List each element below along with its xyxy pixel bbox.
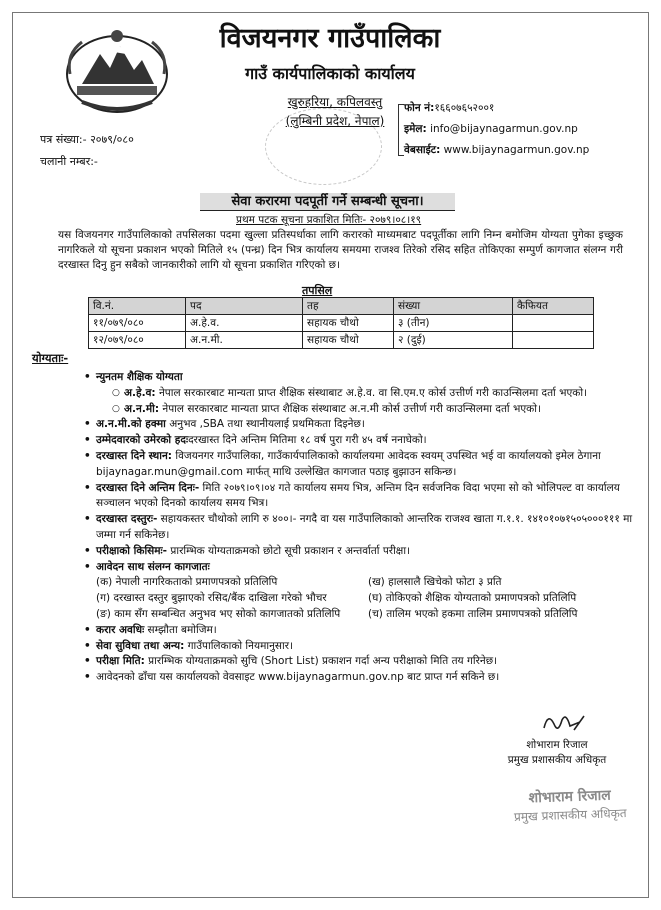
col-header-remarks: कैफियत: [513, 298, 594, 315]
list-item: [84, 449, 644, 481]
notice-intro: यस विजयनगर गाउँपालिकाको तपसिलका पदमा खुल्ला प्रतिस्पर्धाका लागि करारको माध्यमबाट पदपूर्तीका लागि निम्न बमोजिम योग्यता पुगेका इच्छुक नागरिकले यो सूचना प्रकाशन भएको मितिले १५ (पन्ध्र) दिन भित्र कार्यालय समयमा राजश्व तिरेको रसिद सहित तोकिएका सम्पुर्ण कागजात संलग्न गरी दरखास्त दिनु हुन सबैको जानकारीको लागि यो सूचना प्रकाशित गरिएको छ।: [58, 229, 623, 271]
cell-sn: १२/०७९/०८०: [89, 332, 186, 349]
examdate-text: प्रारम्भिक योग्यताक्रमको सुचि (Short List) प्रकाशन गर्दा अन्य परीक्षाको मिति तय गरिनेछ।: [148, 655, 498, 668]
anm-label: अ.न.मी:: [124, 402, 160, 415]
age-text: दरखास्त दिने अन्तिम मितिमा १८ वर्ष पुरा गरी ४५ वर्ष ननाघेको।: [188, 434, 427, 447]
ahw-label: अ.हे.व:: [124, 386, 156, 399]
address-line2: (लुम्बिनी प्रदेश, नेपाल): [285, 114, 385, 128]
col-header-count: संख्या: [394, 298, 513, 315]
cell-sn: ११/०७९/०८०: [89, 315, 186, 332]
contract-label: करार अवधिः: [96, 623, 145, 636]
office-stamp: [265, 108, 382, 185]
min-edu-label: न्युनतम शैक्षिक योग्यता: [96, 371, 183, 383]
table-row: [89, 315, 594, 332]
phone-label: फोन नं:: [404, 102, 435, 114]
deadline-label: दरखास्त दिने अन्तिम दिनः-: [96, 481, 200, 494]
priority-label: अ.न.मी.को हक्मा: [96, 418, 166, 431]
list-item: [84, 370, 644, 386]
vacancy-table: [88, 297, 594, 349]
fee-label: दरखास्त दस्तुरः-: [96, 513, 158, 526]
notice-title-underline: [200, 210, 455, 211]
doc-item: (ङ) काम सँग सम्बन्धित अनुभव भए सोको कागजातको प्रतिलिपि: [96, 607, 341, 620]
age-label: उम्मेदवारको उमेरको हदः: [96, 434, 189, 447]
signatory-designation: प्रमुख प्रशासकीय अधिकृत: [507, 754, 607, 766]
nepal-emblem-icon: [62, 24, 172, 116]
list-item: [84, 654, 644, 670]
documents-grid: [84, 575, 644, 622]
municipality-name: विजयनगर गाउँपालिका: [219, 23, 441, 54]
list-item: [84, 623, 644, 639]
exam-text: प्रारम्भिक योग्यताक्रमको छोटो सूची प्रकाशन र अन्तर्वार्ता परीक्षा।: [170, 544, 411, 557]
website: www.bijaynagarmun.gov.np: [443, 144, 590, 156]
cell-count: २ (दुई): [394, 332, 513, 349]
col-header-level: तह: [303, 298, 394, 315]
name-stamp: [499, 786, 640, 827]
place-label: दरखास्त दिने स्थान:: [96, 449, 173, 462]
form-text: आवेदनको ढाँचा यस कार्यालयको वेवसाइट www.bijaynagarmun.gov.np बाट प्राप्त गर्न सकिने छ।: [96, 671, 500, 684]
cell-post: अ.न.मी.: [186, 332, 303, 349]
stamp-name: शोभाराम रिजाल: [528, 787, 611, 807]
cell-remarks: [513, 315, 594, 332]
place-text: विजयनगर गाउँपालिका, गाउँकार्यपालिकाको कार्यालयमा आवेदक स्वयम् उपस्थित भई वा कार्यालयको इमेल ठेगाना bijaynagar.mun@gmail.com मार्फत् माथि उल्लेखित कागजात पठाइ बुझाउन सकिन्छ।: [96, 449, 601, 478]
doc-item: (ग) दरखास्त दस्तुर बुझाएको रसिद/बैंक दाखिला गरेको भौचर: [96, 592, 327, 605]
table-title: तपसिल: [302, 284, 333, 297]
table-row: [89, 332, 594, 349]
sub-item-ahw: [112, 386, 644, 402]
office-name: गाउँ कार्यपालिकाको कार्यालय: [245, 64, 415, 83]
fee-text: सहायकस्तर चौथोको लागि रु ४००।- नगदै वा यस गाउँपालिकाको आन्तरिक राजश्व खाता ग.१.१. १४१०१०७१५०५०००१११ मा जम्मा गर्न सकिनेछ।: [96, 513, 633, 541]
facility-label: सेवा सुविधा तथा अन्य:: [96, 639, 185, 652]
cell-post: अ.हे.व.: [186, 315, 303, 332]
contract-text: सम्झौता बमोजिम।: [147, 623, 217, 636]
list-item: [84, 481, 644, 513]
phone: १६६०७६५२००१: [434, 102, 495, 114]
letter-number: पत्र संख्या:- २०७९/०८०: [40, 133, 134, 146]
list-item: [84, 512, 644, 544]
cell-level: सहायक चौथो: [303, 315, 394, 332]
notice-title: सेवा करारमा पदपूर्ती गर्ने सम्बन्धी सूचना।: [200, 193, 455, 211]
doc-item: (क) नेपाली नागरिकताको प्रमाणपत्रको प्रतिलिपि: [96, 576, 278, 589]
col-header-post: पद: [186, 298, 303, 315]
table-header-row: [89, 298, 594, 315]
deadline-text: मिति २०७९।०९।०४ गते कार्यालय समय भित्र, अन्तिम दिन सर्वजनिक विदा भएमा सो को भोलिपल्ट वा कार्यालय सञ्चालन भएको दिनको कार्यालय समय भित्र।: [96, 481, 620, 510]
reference-block: [40, 129, 134, 173]
cell-level: सहायक चौथो: [303, 332, 394, 349]
col-header-sn: वि.नं.: [89, 298, 186, 315]
cell-count: ३ (तीन): [394, 315, 513, 332]
contact-block: [404, 98, 589, 161]
priority-text: अनुभव ,SBA तथा स्थानीयलाई प्रथमिकता दिइनेछ।: [169, 418, 365, 431]
facility-text: गाउँपालिकाको नियमानुसार।: [187, 639, 293, 652]
exam-label: परीक्षाको किसिमः-: [96, 544, 168, 557]
list-item: [84, 639, 644, 655]
list-item: [84, 544, 644, 560]
list-item: [84, 433, 644, 449]
requirements-list: [84, 370, 644, 686]
examdate-label: परीक्षा मिति:: [96, 655, 145, 668]
signature-icon: [540, 710, 590, 738]
email-label: इमेल:: [404, 123, 427, 135]
qualifications-heading: योग्यताः-: [32, 351, 69, 365]
list-item: [84, 670, 644, 686]
docs-label: आवेदन साथ संलग्न कागजातः: [96, 560, 210, 573]
email: info@bijaynagarmun.gov.np: [430, 123, 578, 135]
first-published-date: प्रथम पटक सूचना प्रकाशित मितिः- २०७९।०८।१९: [236, 214, 422, 226]
dispatch-number: चलानी नम्बर:-: [40, 155, 98, 168]
address-line1: खुरुहरिया, कपिलवस्तु: [287, 95, 383, 109]
sub-item-anm: [112, 402, 644, 418]
ahw-text: नेपाल सरकारबाट मान्यता प्राप्त शैक्षिक संस्थाबाट अ.हे.व. वा सि.एम.ए कोर्स उत्तीर्ण गरी काउन्सिलमा दर्ता भएको।: [158, 386, 588, 399]
doc-item: (च) तालिम भएको हकमा तालिम प्रमाणपत्रको प्रतिलिपि: [368, 607, 578, 620]
website-label: वेबसाईट:: [404, 144, 441, 156]
doc-item: (ख) हालसालै खिचेको फोटा ३ प्रति: [368, 576, 502, 589]
doc-item: (घ) तोकिएको शैक्षिक योग्यताको प्रमाणपत्रको प्रतिलिपि: [368, 592, 577, 605]
cell-remarks: [513, 332, 594, 349]
list-item: [84, 417, 644, 433]
stamp-designation: प्रमुख प्रशासकीय अधिकृत: [513, 806, 627, 824]
signatory-name: शोभाराम रिजाल: [526, 739, 588, 751]
signatory-block: [492, 738, 622, 768]
list-item: [84, 560, 644, 576]
anm-text: नेपाल सरकारबाट मान्यता प्राप्त शैक्षिक संस्थाबाट अ.न.मी कोर्स उत्तीर्ण गरी काउन्सिलमा दर्ता भएको।: [162, 402, 541, 415]
